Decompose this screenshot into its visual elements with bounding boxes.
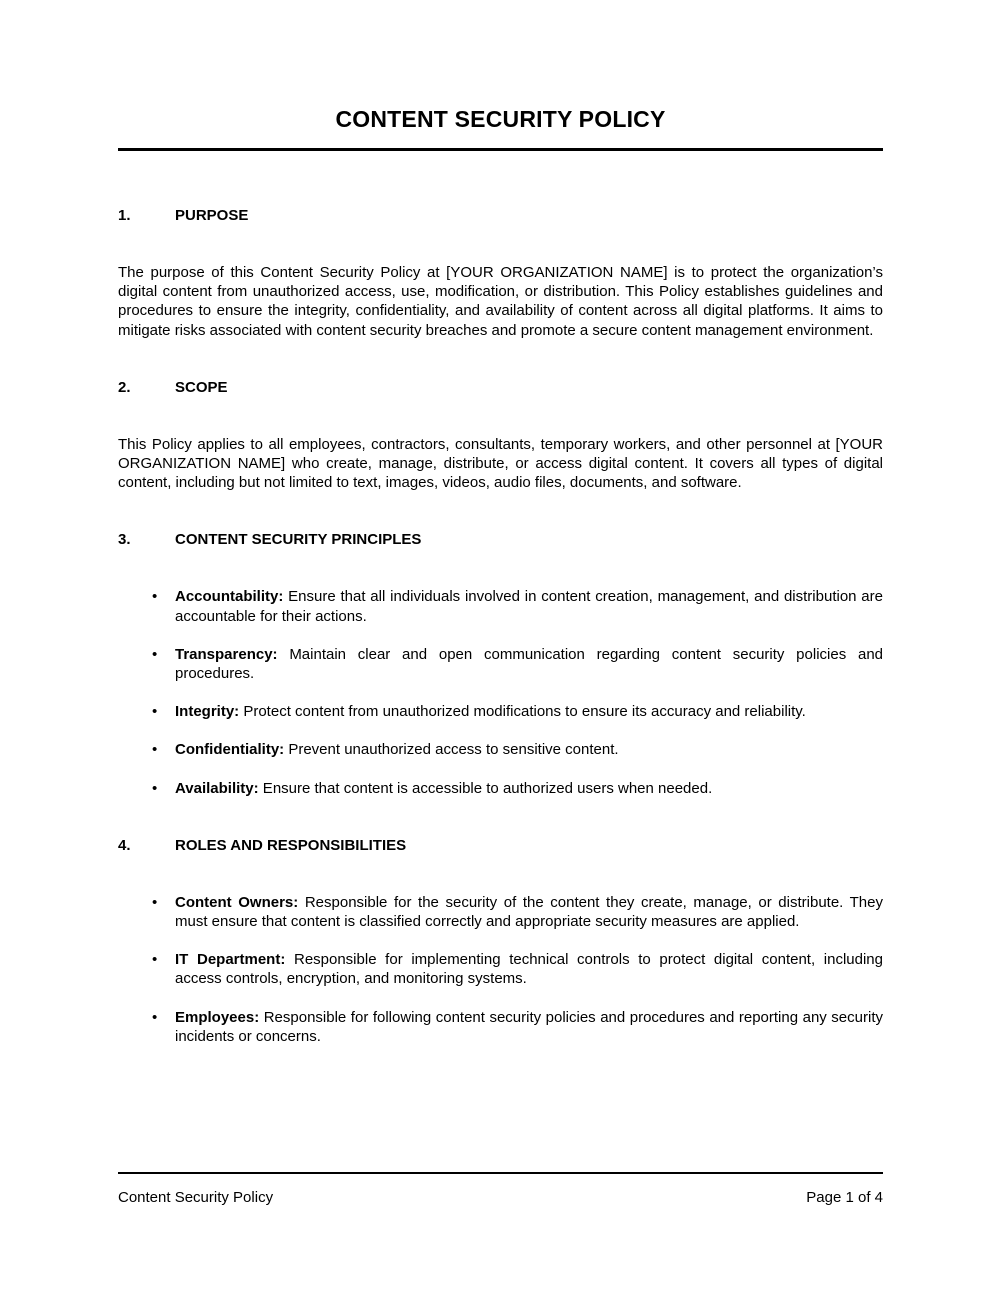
list-item-text: Responsible for implementing technical controls to protect digital content, including access controls, encryption, and monitoring systems.: [175, 951, 883, 988]
section-paragraph-purpose: The purpose of this Content Security Policy at [YOUR ORGANIZATION NAME] is to protect the organization’s digital content from unauthorized access, use, modification, or distribution. This Policy establishes guidelines and procedures to ensure the integrity, confidentiality, and availability of content across all digital platforms. It aims to mitigate risks associated with content security breaches and promote a secure content management environment.: [118, 264, 883, 339]
section-content-security-principles: [118, 530, 883, 797]
section-number: 3.: [118, 531, 131, 549]
list-item: [118, 950, 883, 988]
footer-divider: [118, 1172, 883, 1174]
spacer: [118, 225, 883, 263]
spacer: [118, 855, 883, 893]
list-item-lead: Transparency:: [175, 645, 278, 663]
section-number: 1.: [118, 207, 131, 224]
document-footer: [118, 1172, 883, 1207]
footer-row: [118, 1188, 883, 1207]
list-item-lead: Integrity:: [175, 703, 240, 721]
bullet-icon: •: [152, 893, 158, 911]
spacer: [118, 549, 883, 587]
document-header: [118, 104, 883, 151]
bullet-list-roles: [118, 893, 883, 1046]
list-item-text: Ensure that all individuals involved in content creation, management, and distribution are accountable for their actions.: [175, 588, 883, 625]
spacer: [118, 798, 883, 836]
header-divider: [118, 148, 883, 151]
bullet-icon: •: [152, 779, 158, 797]
list-item-text: Prevent unauthorized access to sensitive content.: [284, 741, 619, 759]
list-item-text: Responsible for following content security policies and procedures and reporting any security incidents or concerns.: [175, 1008, 883, 1045]
footer-page-number: Page 1 of 4: [806, 1189, 883, 1206]
footer-document-name: Content Security Policy: [118, 1189, 274, 1206]
bullet-icon: •: [152, 645, 158, 663]
list-item: [118, 740, 883, 759]
list-item: [118, 893, 883, 931]
section-number: 4.: [118, 836, 131, 854]
section-number: 2.: [118, 378, 131, 396]
bullet-icon: •: [152, 951, 158, 969]
list-item: [118, 702, 883, 721]
list-item: [118, 779, 883, 798]
section-label: SCOPE: [175, 378, 228, 396]
document-body: [118, 206, 883, 1046]
section-heading-purpose: [118, 206, 883, 225]
bullet-icon: •: [152, 741, 158, 759]
section-scope: [118, 378, 883, 493]
bullet-icon: •: [152, 1008, 158, 1026]
list-item-lead: IT Department:: [175, 951, 286, 969]
section-paragraph-scope: This Policy applies to all employees, contractors, consultants, temporary workers, and other personnel at [YOUR ORGANIZATION NAME] who create, manage, distribute, or access digital content. It covers all types of digital content, including but not limited to text, images, videos, audio files, documents, and software.: [118, 435, 883, 492]
list-item: [118, 587, 883, 625]
page-title: CONTENT SECURITY POLICY: [335, 106, 666, 132]
list-item-lead: Employees:: [175, 1008, 260, 1026]
section-purpose: [118, 206, 883, 340]
spacer: [118, 397, 883, 435]
list-item-text: Maintain clear and open communication regarding content security policies and procedures.: [175, 645, 883, 683]
spacer: [118, 340, 883, 378]
list-item: [118, 1008, 883, 1046]
list-item-text: Responsible for the security of the content they create, manage, or distribute. They must ensure that content is classified correctly and appropriate security measures are applied.: [175, 893, 883, 931]
list-item-text: Protect content from unauthorized modifications to ensure its accuracy and reliability.: [239, 703, 806, 721]
list-item: [118, 645, 883, 683]
bullet-list-principles: [118, 587, 883, 797]
list-item-lead: Content Owners:: [175, 893, 299, 911]
list-item-lead: Accountability:: [175, 588, 284, 606]
section-heading-scope: [118, 378, 883, 397]
bullet-icon: •: [152, 588, 158, 606]
section-heading-principles: [118, 530, 883, 549]
list-item-lead: Confidentiality:: [175, 741, 285, 759]
list-item-text: Ensure that content is accessible to authorized users when needed.: [258, 779, 713, 797]
section-label: PURPOSE: [175, 207, 249, 224]
spacer: [118, 492, 883, 530]
section-label: CONTENT SECURITY PRINCIPLES: [175, 531, 422, 549]
bullet-icon: •: [152, 703, 158, 721]
section-label: ROLES AND RESPONSIBILITIES: [175, 836, 407, 854]
list-item-lead: Availability:: [175, 779, 259, 797]
section-heading-roles: [118, 836, 883, 855]
section-roles-and-responsibilities: [118, 836, 883, 1046]
